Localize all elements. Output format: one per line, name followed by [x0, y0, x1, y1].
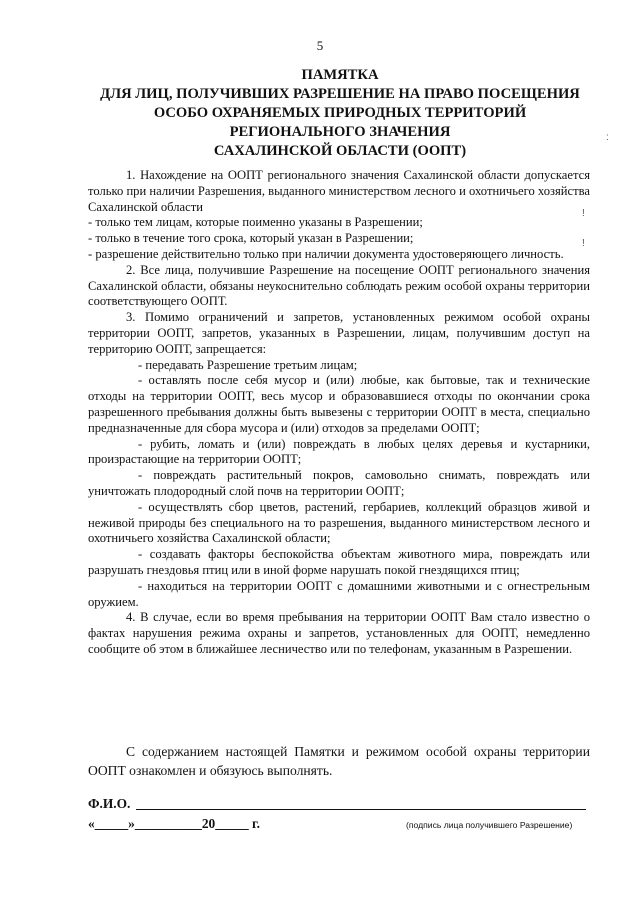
title-line-3: ОСОБО ОХРАНЯЕМЫХ ПРИРОДНЫХ ТЕРРИТОРИЙ	[153, 105, 527, 121]
title-line-4: РЕГИОНАЛЬНОГО ЗНАЧЕНИЯ	[229, 124, 451, 140]
section-1-intro: 1. Нахождение на ООПТ регионального значения Сахалинской области допускается только при наличии Разрешения, выданного министерством лесного и охотничьего хозяйства Сахалинской области	[88, 168, 590, 214]
document-body	[88, 168, 590, 658]
title-line-2: ДЛЯ ЛИЦ, ПОЛУЧИВШИХ РАЗРЕШЕНИЕ НА ПРАВО ПОСЕЩЕНИЯ	[100, 86, 580, 102]
section-4: 4. В случае, если во время пребывания на территории ООПТ Вам стало известно о фактах нарушения режима охраны и запретов, установленных для ООПТ, немедленно сообщите об этом в ближайшее лесничество или по телефонам, указанным в Разрешении.	[88, 610, 590, 656]
date-field[interactable]: «_____»__________20_____ г.	[88, 816, 260, 831]
scan-mark: !	[582, 208, 585, 219]
section-3-item: - осуществлять сбор цветов, растений, гербариев, коллекций образцов живой и неживой природы без специального на то разрешения, выданного министерством лесного и охотничьего хозяйства Сахалинской области;	[88, 499, 590, 546]
section-3-item: - находиться на территории ООПТ с домашними животными и с огнестрельным оружием.	[88, 578, 590, 609]
section-3-item: - рубить, ломать и (или) повреждать в любых целях деревья и кустарники, произрастающие на территории ООПТ;	[88, 436, 590, 467]
acknowledgement-text: С содержанием настоящей Памятки и режимом особой охраны территории ООПТ ознакомлен и обязуюсь выполнять.	[88, 744, 590, 778]
section-3-intro: 3. Помимо ограничений и запретов, установленных режимом особой охраны территории ООПТ, запретов, указанных в Разрешении, лицам, получившим доступ на территорию ООПТ, запрещается:	[88, 310, 590, 356]
fio-field[interactable]	[136, 809, 426, 810]
signature-field[interactable]	[406, 809, 586, 810]
section-3-item: - повреждать растительный покров, самовольно снимать, повреждать или уничтожать плодородный слой почв на территории ООПТ;	[88, 468, 590, 498]
scan-mark: !	[582, 238, 585, 249]
section-1-item: - разрешение действительно только при наличии документа удостоверяющего личность.	[88, 246, 564, 261]
section-1-item: - только тем лицам, которые поименно указаны в Разрешении;	[88, 215, 423, 230]
page-number: 5	[316, 38, 324, 53]
section-2: 2. Все лица, получившие Разрешение на посещение ООПТ регионального значения Сахалинской области, обязаны неукоснительно соблюдать режим особой охраны территории соответствующего ООПТ.	[88, 262, 590, 309]
signature-caption: (подпись лица получившего Разрешение)	[406, 820, 573, 830]
section-3-item: - передавать Разрешение третьим лицам;	[138, 357, 358, 372]
section-3-item: - оставлять после себя мусор и (или) любые, как бытовые, так и технические отходы на территории ООПТ, весь мусор и образовавшиеся отходы по окончании срока разрешенного пребывания должны быть вывезены с территории ООПТ в места, специально предназначенные для сбора мусора и (или) отходов за пределами ООПТ;	[88, 373, 590, 435]
scan-mark: :	[606, 132, 609, 143]
document-title	[60, 66, 620, 161]
section-1-item: - только в течение того срока, который указан в Разрешении;	[88, 231, 414, 246]
title-line-5: САХАЛИНСКОЙ ОБЛАСТИ (ООПТ)	[213, 143, 467, 159]
acknowledgement	[88, 742, 590, 780]
section-3-item: - создавать факторы беспокойства объектам животного мира, повреждать или разрушать гнездовья птиц или в иной форме нарушать покой гнездящихся птиц;	[88, 547, 590, 577]
title-line-1: ПАМЯТКА	[301, 67, 379, 83]
fio-label: Ф.И.О.	[88, 796, 131, 811]
